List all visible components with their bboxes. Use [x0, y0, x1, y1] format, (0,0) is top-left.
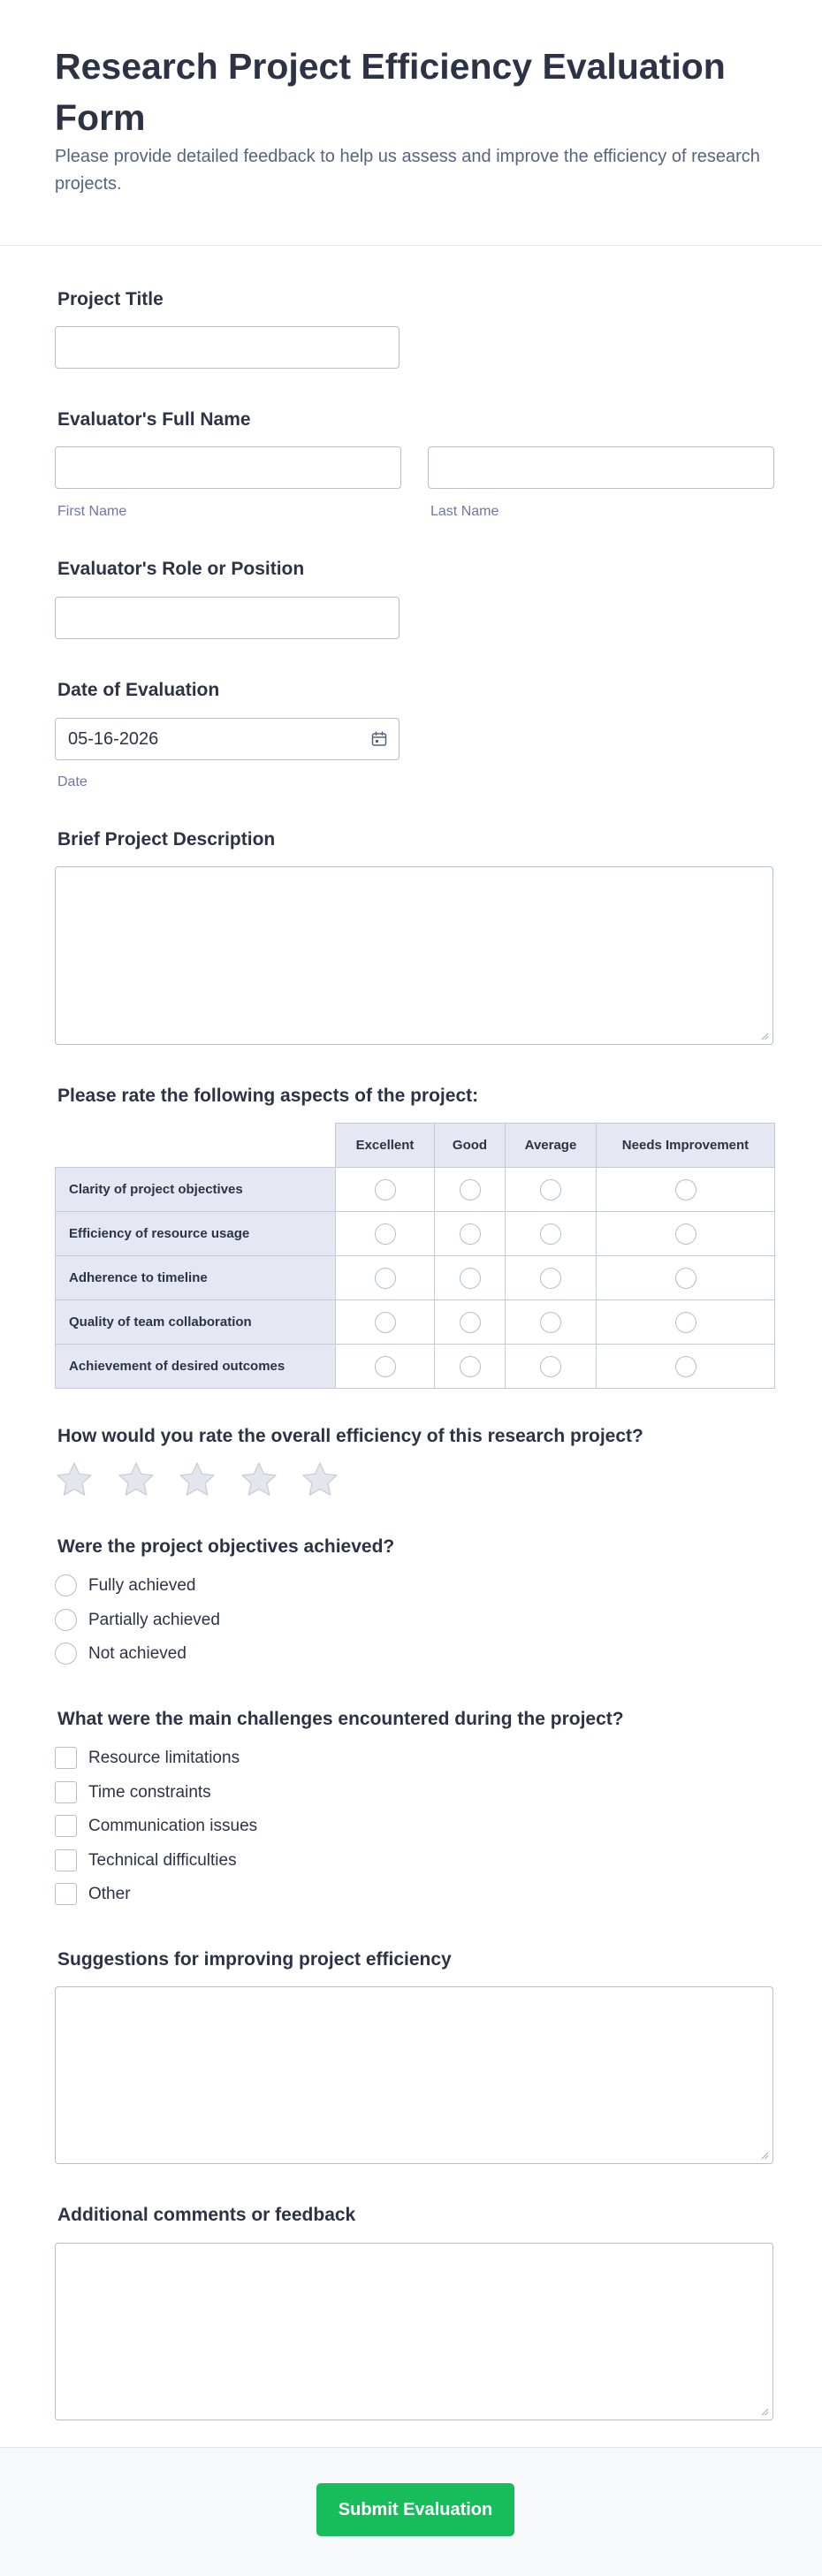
- rating-matrix: [55, 1123, 775, 1389]
- matrix-radio[interactable]: [460, 1312, 481, 1333]
- full-name-label: Evaluator's Full Name: [57, 409, 251, 430]
- objective-radio[interactable]: [55, 1574, 77, 1597]
- comments-textarea[interactable]: [55, 2243, 773, 2420]
- challenge-checkbox[interactable]: [55, 1883, 77, 1905]
- resize-grip-icon[interactable]: [760, 2407, 769, 2416]
- matrix-row: [56, 1345, 775, 1389]
- matrix-row-label: Clarity of project objectives: [56, 1168, 336, 1212]
- challenges-label: What were the main challenges encountered during the project?: [57, 1709, 624, 1729]
- matrix-radio[interactable]: [375, 1268, 396, 1289]
- date-input[interactable]: [55, 718, 400, 760]
- matrix-column-header: Excellent: [336, 1124, 435, 1168]
- challenge-option[interactable]: [55, 1781, 497, 1804]
- star-icon[interactable]: [117, 1460, 156, 1499]
- resize-grip-icon[interactable]: [760, 2151, 769, 2160]
- suggestions-textarea[interactable]: [55, 1986, 773, 2164]
- description-textarea[interactable]: [55, 866, 773, 1045]
- objective-radio[interactable]: [55, 1642, 77, 1665]
- objective-option[interactable]: [55, 1642, 497, 1665]
- suggestions-label: Suggestions for improving project efficiency: [57, 1949, 452, 1970]
- challenge-option-label: Other: [88, 1885, 131, 1903]
- matrix-row-label: Adherence to timeline: [56, 1256, 336, 1300]
- comments-label: Additional comments or feedback: [57, 2205, 356, 2225]
- objectives-label: Were the project objectives achieved?: [57, 1536, 395, 1557]
- first-name-sublabel: First Name: [57, 504, 127, 519]
- matrix-radio[interactable]: [460, 1223, 481, 1245]
- matrix-row-label: Efficiency of resource usage: [56, 1212, 336, 1256]
- matrix-label: Please rate the following aspects of the project:: [57, 1086, 479, 1106]
- star-icon[interactable]: [178, 1460, 217, 1499]
- matrix-radio[interactable]: [375, 1179, 396, 1200]
- project-title-input[interactable]: [55, 326, 400, 369]
- matrix-radio[interactable]: [540, 1268, 561, 1289]
- date-value: 05-16-2026: [68, 729, 159, 749]
- matrix-row: [56, 1300, 775, 1345]
- objective-radio[interactable]: [55, 1609, 77, 1631]
- matrix-row: [56, 1168, 775, 1212]
- matrix-column-header: Average: [506, 1124, 597, 1168]
- objective-option[interactable]: [55, 1574, 497, 1597]
- objective-option-label: Fully achieved: [88, 1576, 196, 1595]
- challenge-checkbox[interactable]: [55, 1815, 77, 1837]
- challenge-checkbox[interactable]: [55, 1849, 77, 1871]
- matrix-radio[interactable]: [460, 1179, 481, 1200]
- objective-option[interactable]: [55, 1609, 497, 1632]
- project-title-label: Project Title: [57, 289, 164, 309]
- matrix-corner: [56, 1124, 336, 1168]
- date-label: Date of Evaluation: [57, 680, 220, 700]
- matrix-radio[interactable]: [375, 1312, 396, 1333]
- matrix-column-header: Good: [435, 1124, 506, 1168]
- star-icon[interactable]: [240, 1460, 278, 1499]
- last-name-sublabel: Last Name: [430, 504, 499, 519]
- challenge-option[interactable]: [55, 1815, 497, 1838]
- challenge-option-label: Communication issues: [88, 1817, 258, 1835]
- challenge-checkbox[interactable]: [55, 1781, 77, 1803]
- star-icon[interactable]: [55, 1460, 94, 1499]
- matrix-row: [56, 1212, 775, 1256]
- challenge-option-label: Time constraints: [88, 1783, 211, 1802]
- matrix-row-label: Quality of team collaboration: [56, 1300, 336, 1345]
- matrix-radio[interactable]: [375, 1223, 396, 1245]
- matrix-column-header: Needs Improvement: [597, 1124, 775, 1168]
- star-rating: [55, 1460, 408, 1499]
- form-header: [0, 0, 822, 246]
- challenge-option[interactable]: [55, 1747, 497, 1770]
- form-subtitle: Please provide detailed feedback to help us assess and improve the efficiency of research projects.: [55, 147, 760, 194]
- matrix-radio[interactable]: [675, 1268, 696, 1289]
- matrix-radio[interactable]: [540, 1223, 561, 1245]
- challenge-option-label: Technical difficulties: [88, 1851, 237, 1870]
- matrix-radio[interactable]: [375, 1356, 396, 1377]
- matrix-radio[interactable]: [675, 1312, 696, 1333]
- last-name-input[interactable]: [428, 446, 774, 489]
- date-sublabel: Date: [57, 774, 88, 789]
- form-footer: [0, 2447, 822, 2576]
- star-icon[interactable]: [301, 1460, 339, 1499]
- matrix-radio[interactable]: [460, 1356, 481, 1377]
- rating-label: How would you rate the overall efficiency of this research project?: [57, 1426, 643, 1446]
- challenge-option[interactable]: [55, 1883, 497, 1906]
- matrix-radio[interactable]: [540, 1312, 561, 1333]
- form-title: Research Project Efficiency Evaluation Form: [55, 46, 726, 138]
- challenge-checkbox[interactable]: [55, 1747, 77, 1769]
- matrix-radio[interactable]: [675, 1356, 696, 1377]
- first-name-input[interactable]: [55, 446, 401, 489]
- matrix-row-label: Achievement of desired outcomes: [56, 1345, 336, 1389]
- role-input[interactable]: [55, 597, 400, 639]
- calendar-icon[interactable]: [370, 730, 388, 748]
- matrix-radio[interactable]: [460, 1268, 481, 1289]
- challenge-option[interactable]: [55, 1849, 497, 1872]
- objective-option-label: Partially achieved: [88, 1611, 220, 1629]
- resize-grip-icon[interactable]: [760, 1032, 769, 1040]
- description-label: Brief Project Description: [57, 829, 276, 850]
- matrix-radio[interactable]: [540, 1356, 561, 1377]
- matrix-row: [56, 1256, 775, 1300]
- matrix-radio[interactable]: [540, 1179, 561, 1200]
- objective-option-label: Not achieved: [88, 1644, 186, 1663]
- role-label: Evaluator's Role or Position: [57, 559, 305, 579]
- submit-button[interactable]: Submit Evaluation: [316, 2483, 514, 2536]
- challenge-option-label: Resource limitations: [88, 1749, 240, 1767]
- matrix-radio[interactable]: [675, 1179, 696, 1200]
- matrix-radio[interactable]: [675, 1223, 696, 1245]
